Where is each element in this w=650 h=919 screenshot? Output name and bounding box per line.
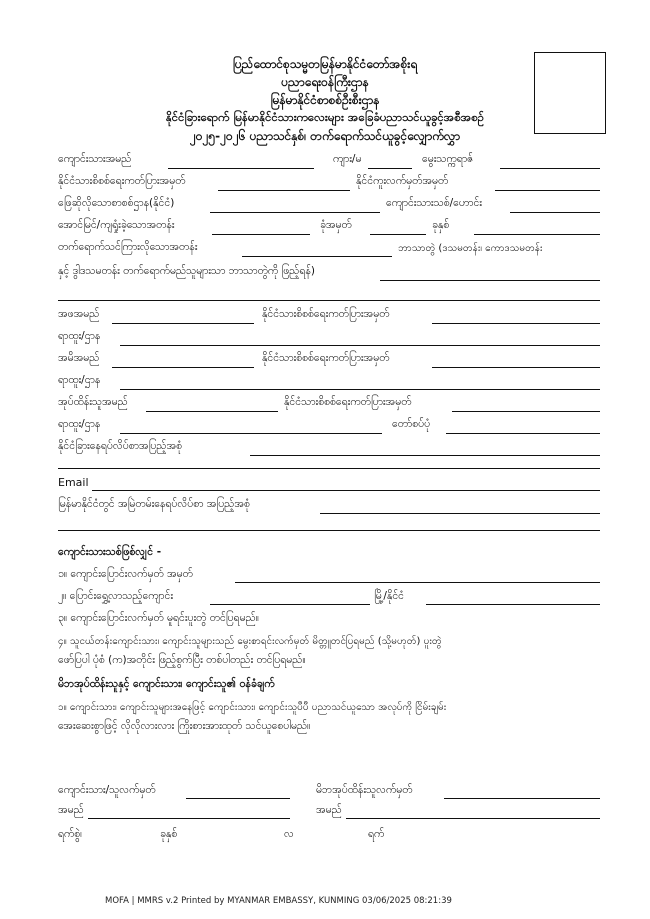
nrc-field[interactable]: [218, 190, 350, 191]
email-label: Email: [58, 476, 89, 489]
exam-dept-field[interactable]: [210, 212, 380, 213]
city-country-label: မြို့/နိုင်ငံ: [374, 590, 404, 602]
myanmar-address-label: မြန်မာနိုင်ငံတွင် အမြဲတမ်းနေရပ်လိပ်စာ အပြည့်အစုံ: [58, 498, 250, 510]
header-line-4: နိုင်ငံခြားရောက် မြန်မာနိုင်ငံသားကလေးများ အခြေခံပညာသင်ယူခွင့်အစီအစဉ်: [165, 110, 485, 124]
mother-name-field[interactable]: [112, 367, 254, 368]
subject-field-extra[interactable]: [58, 300, 600, 301]
guardian-position-label: ရာထူး/ဌာန: [58, 418, 101, 430]
student-type-label: ကျောင်းသားသစ်/ဟောင်း: [386, 197, 482, 209]
pledge-heading: မိဘအုပ်ထိန်းသူနှင့် ကျောင်းသား၊ ကျောင်းသူ၏ ဝန်ခံချက်: [58, 678, 275, 690]
student-type-field[interactable]: [510, 212, 600, 213]
father-nrc-label: နိုင်ငံသားစိစစ်ရေးကတ်ပြားအမှတ်: [262, 308, 390, 320]
header-line-2: ပညာရေးဝန်ကြီးဌာန: [281, 75, 369, 89]
passport-field[interactable]: [495, 190, 600, 191]
new-student-item-3: ၃။ ကျောင်းပြောင်းလက်မှတ် မူရင်းပူးတွဲ တင်ပြရမည်။: [58, 612, 259, 624]
apply-class-label: တက်ရောက်သင်ကြားလိုသောအတန်း: [58, 241, 198, 253]
year-field[interactable]: [474, 234, 600, 235]
sex-label: ကျား/မ: [333, 153, 362, 165]
father-position-field[interactable]: [120, 345, 600, 346]
father-position-label: ရာထူး/ဌာန: [58, 330, 101, 342]
parent-signature-field[interactable]: [444, 798, 600, 799]
guardian-nrc-field[interactable]: [452, 411, 600, 412]
foreign-address-field-2[interactable]: [58, 468, 600, 469]
mother-position-label: ရာထူး/ဌာန: [58, 374, 101, 386]
guardian-nrc-label: နိုင်ငံသားစိစစ်ရေးကတ်ပြားအမှတ်: [284, 396, 412, 408]
header-line-3: မြန်မာနိုင်ငံစာစစ်ဦးစီးဌာန: [270, 93, 380, 107]
date-label: ရက်စွဲ၊: [58, 828, 82, 840]
father-name-label: အဖအမည်: [58, 308, 100, 320]
sex-field[interactable]: [368, 168, 412, 169]
subject-label: ဘာသာတွဲ (ဒသမတန်း၊ ကောဒသမတန်း: [398, 243, 543, 254]
mother-name-label: အမိအမည်: [58, 352, 100, 364]
student-signature-field[interactable]: [186, 798, 290, 799]
passed-class-field[interactable]: [212, 234, 310, 235]
transfer-cert-field[interactable]: [235, 582, 600, 583]
student-signature-label: ကျောင်းသား/သူလက်မှတ်: [58, 784, 156, 796]
father-nrc-field[interactable]: [432, 323, 600, 324]
guardian-position-field[interactable]: [120, 433, 382, 434]
nrc-label: နိုင်ငံသားစိစစ်ရေးကတ်ပြားအမှတ်: [58, 175, 186, 187]
parent-name-sig-label: အမည်: [316, 804, 342, 816]
previous-school-field[interactable]: [210, 604, 370, 605]
apply-class-field[interactable]: [242, 256, 392, 257]
new-student-item-4a: ၄။ သူငယ်တန်းကျောင်းသား၊ ကျောင်းသူများသည် မွေးစာရင်းလက်မှတ် မိတ္တူတင်ပြရမည် (သို့မဟုတ်) ပူးတွဲ: [58, 636, 442, 647]
relation-field[interactable]: [446, 433, 600, 434]
relation-label: တော်စပ်ပုံ: [392, 418, 431, 430]
mother-nrc-field[interactable]: [432, 367, 600, 368]
guardian-name-field[interactable]: [146, 411, 278, 412]
date-month-label: လ: [284, 828, 294, 840]
foreign-address-field[interactable]: [250, 455, 600, 456]
passed-class-label: အောင်မြင်/ကျရှုံးခဲ့သောအတန်း: [58, 219, 175, 231]
date-day-label: ရက်: [368, 828, 385, 840]
student-name-sig-label: အမည်: [58, 804, 84, 816]
myanmar-address-field[interactable]: [320, 513, 600, 514]
mother-nrc-label: နိုင်ငံသားစိစစ်ရေးကတ်ပြားအမှတ်: [262, 352, 390, 364]
new-student-item-4b: ဖော်ပြပါ ပုံစံ (က)အတိုင်း ဖြည့်စွက်ပြီး တစ်ပါတည်း တင်ပြရမည်။: [58, 654, 306, 666]
year-label: ခုနှစ်: [432, 219, 450, 231]
parent-signature-label: မိဘအုပ်ထိန်းသူလက်မှတ်: [316, 784, 413, 796]
myanmar-address-field-2[interactable]: [58, 530, 600, 531]
subject-field[interactable]: [380, 280, 600, 281]
pledge-line-1: ၁။ ကျောင်းသား၊ ကျောင်းသူများအနေဖြင့် ကျောင်းသား၊ ကျောင်းသူပီပီ ပညာသင်ယူသော အလုပ်ကို ငြိမ်းချမ်း: [58, 702, 447, 713]
student-name-label: ကျောင်းသားအမည်: [58, 153, 132, 165]
foreign-address-label: နိုင်ငံခြားနေရပ်လိပ်စာအပြည့်အစုံ: [58, 440, 183, 452]
subject-label-cont: နှင့် ဒွါဒသမတန်း တက်ရောက်မည်သူများသာ ဘာသာတွဲကို ဖြည့်ရန်): [58, 265, 315, 277]
mother-position-field[interactable]: [120, 389, 600, 390]
print-footer: MOFA | MMRS v.2 Printed by MYANMAR EMBASSY, KUNMING 03/06/2025 08:21:39: [105, 896, 452, 906]
photo-box: [534, 52, 606, 134]
father-name-field[interactable]: [112, 323, 254, 324]
dob-label: မွေးသက္ကရာဇ်: [422, 153, 474, 165]
student-name-sig-field[interactable]: [88, 818, 290, 819]
roll-no-label: ခုံအမှတ်: [320, 219, 352, 231]
exam-dept-label: ဖြေဆိုလိုသောစာစစ်ဌာန(နိုင်ငံ): [58, 197, 175, 209]
new-student-heading: ကျောင်းသားသစ်ဖြစ်လျှင် -: [58, 546, 162, 558]
city-country-field[interactable]: [426, 604, 600, 605]
student-name-field[interactable]: [168, 168, 314, 169]
pledge-line-2: အေးဆေးစွာဖြင့် လိုလိုလားလား ကြိုးစားအားထုတ် သင်ယူစေပါမည်။: [58, 720, 311, 732]
passport-label: နိုင်ငံကူးလက်မှတ်အမှတ်: [356, 175, 449, 187]
parent-name-sig-field[interactable]: [346, 818, 600, 819]
dob-field[interactable]: [500, 168, 600, 169]
roll-no-field[interactable]: [370, 234, 426, 235]
header-line-5: ၂၀၂၅-၂၀၂၆ ပညာသင်နှစ်၊ တက်ရောက်သင်ယူခွင့်လျှောက်လွှာ: [189, 129, 461, 143]
email-field[interactable]: [92, 490, 600, 491]
new-student-item-2: ၂။ ပြောင်းရွှေ့လာသည့်ကျောင်း: [58, 590, 173, 602]
guardian-name-label: အုပ်ထိန်းသူအမည်: [58, 396, 128, 408]
header-line-1: ပြည်ထောင်စုသမ္မတမြန်မာနိုင်ငံတော်အစိုးရ: [232, 57, 418, 71]
date-year-label: ခုနှစ်: [160, 828, 178, 840]
new-student-item-1: ၁။ ကျောင်းပြောင်းလက်မှတ် အမှတ်: [58, 568, 193, 580]
